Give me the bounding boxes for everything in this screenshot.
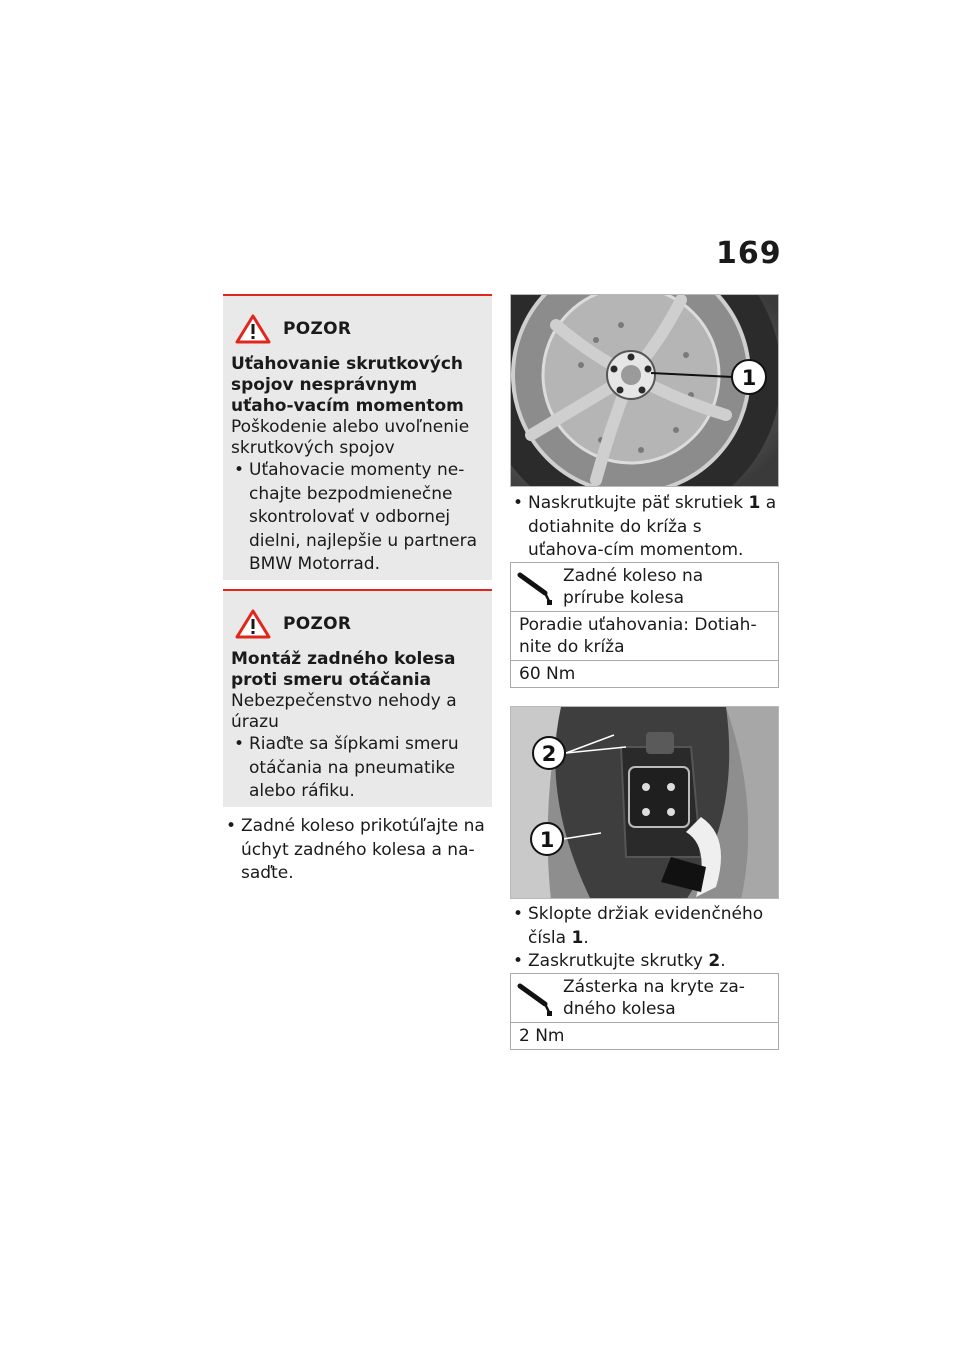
warning-label: POZOR: [283, 319, 352, 339]
warning-triangle-icon: [235, 314, 271, 344]
list-item: • Uťahovacie momenty ne-chajte bezpodmienečne skontrolovať v odbornej dielni, najlepšie u partnera BMW Motorrad.: [231, 459, 482, 577]
list-item: • Riaďte sa šípkami smeru otáčania na pneumatike alebo ráfiku.: [231, 733, 482, 804]
step-text: .: [583, 927, 589, 948]
callout-1: 1: [539, 828, 555, 852]
page-number: 169: [716, 236, 782, 271]
torque-spec-table: [510, 973, 779, 1050]
callout-1: 1: [741, 366, 757, 390]
warning-label: POZOR: [283, 614, 352, 634]
step-list: [510, 903, 780, 974]
warning-bullets: [231, 459, 482, 577]
spec-row: 2 Nm: [511, 1022, 778, 1049]
list-item: [510, 492, 780, 563]
part-reference: 1: [748, 493, 761, 513]
step-text: .: [720, 951, 726, 971]
torque-wrench-icon: [517, 571, 557, 607]
part-reference: 1: [571, 927, 584, 948]
warning-box: [223, 294, 492, 580]
torque-wrench-icon: [517, 982, 557, 1018]
part-reference: 2: [708, 951, 721, 971]
step-list: [510, 492, 780, 563]
plate-holder-illustration: [511, 707, 779, 899]
warning-title: Uťahovanie skrutkových spojov nesprávnym uťaho-vacím momentom: [231, 354, 464, 416]
step-text: Sklopte držiak evidenčného čísla: [528, 904, 764, 948]
list-item: [510, 950, 780, 974]
spec-title: Zadné koleso na prírube kolesa: [511, 563, 778, 611]
step-text: a dotiahnite do kríža s uťahova-cím momentom.: [528, 493, 777, 560]
list-item: [510, 903, 780, 950]
step-text: Naskrutkujte päť skrutiek: [528, 493, 749, 513]
spec-row: 60 Nm: [511, 660, 778, 687]
warning-bullets: [231, 733, 482, 804]
warning-text: Nebezpečenstvo nehody a úrazu: [231, 691, 457, 732]
callout-2: 2: [541, 742, 557, 766]
rear-wheel-illustration: [511, 295, 779, 487]
spec-row: Poradie uťahovania: Dotiah-nite do kríža: [511, 611, 778, 660]
license-plate-holder-photo: [510, 706, 779, 899]
spec-title: Zásterka na kryte za-dného kolesa: [511, 974, 778, 1022]
warning-title: Montáž zadného kolesa proti smeru otáčania: [231, 649, 456, 690]
torque-spec-table: [510, 562, 779, 688]
step-text: Zaskrutkujte skrutky: [528, 951, 709, 971]
warning-header: [235, 609, 482, 639]
warning-box: [223, 589, 492, 807]
list-item: • Zadné koleso prikotúľajte na úchyt zadného kolesa a na-saďte.: [223, 815, 485, 886]
warning-text: Poškodenie alebo uvoľnenie skrutkových spojov: [231, 417, 470, 458]
rear-wheel-photo: [510, 294, 779, 487]
warning-triangle-icon: [235, 609, 271, 639]
step-list: [223, 815, 485, 886]
warning-header: [235, 314, 482, 344]
